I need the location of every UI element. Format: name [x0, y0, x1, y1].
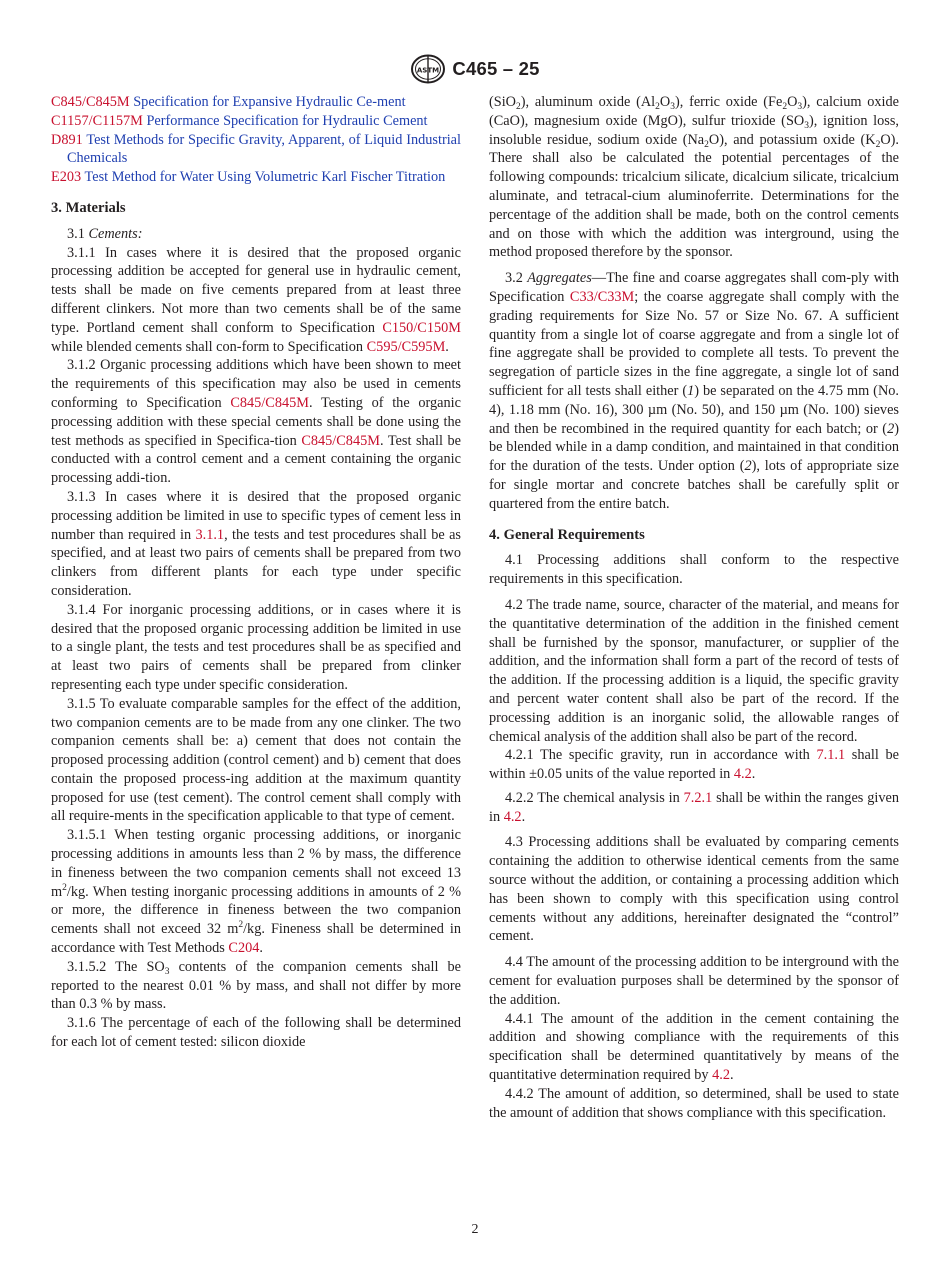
- spec-link[interactable]: C845/C845M: [301, 432, 380, 449]
- paragraph-3-1-3: 3.1.3 In cases where it is desired that the proposed organic processing addition be limited in use to specific types of cement less in number than required in 3.1.1, the tests and test procedures shall be as specified, and at least two pairs of cements shall be prepared from two clinkers from different plants for each type under specific consideration.: [51, 488, 461, 599]
- paragraph-3-1-6: 3.1.6 The percentage of each of the following shall be determined for each lot of cement tested: silicon dioxide: [51, 1015, 461, 1051]
- reference-item: [51, 112, 461, 131]
- document-designation: C465 – 25: [452, 58, 540, 79]
- paragraph-3-1-2: 3.1.2 Organic processing additions which have been shown to meet the requirements of this specification may also be used in cements conforming to Specification C845/C845M. Testing of the organic processing addition with these special cements shall be done using the test methods as specified in Specifica-tion C845/C845M. Test shall be conducted with a control cement and a cement containing the organic processing addi-tion.: [51, 357, 461, 487]
- svg-text:ASTM: ASTM: [417, 66, 440, 75]
- section-link[interactable]: 3.1.1: [195, 526, 225, 543]
- paragraph-4-2: 4.2 The trade name, source, character of the material, and means for the quantitative determination of the addition in the finished cement shall be furnished by the sponsor, manufacturer, or supplier of the addition, and the information shall form a part of the record of tests of the addition. If the processing addition is a liquid, the specific gravity and percent water content shall also be part of the record. If the processing addition is an inorganic solid, the allowable ranges of chemical analysis of the addition shall also be part of the record.: [489, 596, 899, 745]
- reference-code-link[interactable]: C845/C845M: [51, 94, 130, 110]
- reference-item: [51, 168, 461, 187]
- paragraph-3-1: 3.1 Cements:: [67, 225, 143, 242]
- section-link[interactable]: 7.2.1: [683, 789, 713, 806]
- astm-logo-icon: [410, 54, 446, 84]
- reference-title-link[interactable]: Test Methods for Specific Gravity, Apparent, of Liquid Industrial Chemicals: [67, 131, 461, 167]
- paragraph-4-1: 4.1 Processing additions shall conform to the respective requirements in this specification.: [489, 552, 899, 588]
- paragraph-4-2-2: 4.2.2 The chemical analysis in 7.2.1 shall be within the ranges given in 4.2.: [489, 789, 899, 825]
- page-number: 2: [471, 1222, 479, 1237]
- reference-item: [51, 131, 461, 169]
- section-heading-general-requirements: 4. General Requirements: [489, 526, 645, 543]
- section-heading-materials: 3. Materials: [51, 199, 126, 216]
- page-header: [0, 54, 950, 84]
- paragraph-3-1-1: 3.1.1 In cases where it is desired that the proposed organic processing addition be accepted for general use in hydraulic cement, tests shall be made on five cements prepared from at least three different clinkers. Not more than two cements shall be of the same type. Portland cement shall conform to Specification C150/C150M while blended cements shall con-form to Specification C595/C595M.: [51, 244, 461, 355]
- spec-link[interactable]: C150/C150M: [382, 319, 461, 336]
- reference-code-link[interactable]: E203: [51, 169, 82, 186]
- reference-item: [51, 93, 461, 112]
- section-link[interactable]: 4.2: [503, 808, 522, 825]
- paragraph-4-4: 4.4 The amount of the processing addition to be interground with the cement for evaluation purposes shall be determined by the sponsor of the addition.: [489, 954, 899, 1008]
- paragraph-4-4-2: 4.4.2 The amount of addition, so determined, shall be used to state the amount of addition that shows compliance with this specification.: [489, 1085, 899, 1121]
- right-column: [489, 93, 899, 1122]
- paragraph-3-1-5-1: 3.1.5.1 When testing organic processing additions, or inorganic processing additions in amounts less than 2 % by mass, the difference in fineness between the two companion cements shall not exceed 13 $m^2/kg$. When testing inorganic processing additions in amounts of 2 % or more, the difference in fineness between the two companion cements shall not exceed 32 $m^2/kg$. Fineness shall be determined in accordance with Test Methods C204.: [51, 827, 461, 957]
- reference-title-link[interactable]: Test Method for Water Using Volumetric Karl Fischer Titration: [84, 169, 446, 186]
- reference-code-link[interactable]: D891: [51, 131, 83, 148]
- paragraph-4-2-1: 4.2.1 The specific gravity, run in accordance with 7.1.1 shall be within ±0.05 units of the value reported in 4.2.: [489, 747, 899, 783]
- left-column: [51, 93, 461, 1052]
- paragraph-4-4-1: 4.4.1 The amount of the addition in the cement containing the addition and showing compliance with the requirements of this specification shall be determined quantitatively by means of the quantitative determination required by 4.2.: [489, 1010, 899, 1084]
- reference-title-link[interactable]: Specification for Expansive Hydraulic Ce-ment: [133, 94, 406, 110]
- paragraph-4-3: 4.3 Processing additions shall be evaluated by comparing cements containing the addition to otherwise identical cements from the same source without the addition, or containing a processing addition which has been shown to comply with this specification using control cements without any additions, hereinafter designated the “control” cement.: [489, 834, 899, 945]
- paragraph-3-1-6-continued: (SiO$_2$), aluminum oxide $(Al_2O_3)$, ferric oxide $(Fe_2O_3)$, calcium oxide (CaO), magnesium oxide (MgO), sulfur trioxide $(SO_3)$, ignition loss, insoluble residue, sodium oxide $(Na_2O)$, and potassium oxide $(K_2O)$. There shall also be calculated the potential percentages of the following compounds: tricalcium silicate, dicalcium silicate, tricalcium aluminate, and tetracal-cium aluminoferrite. Determinations for the percentage of the addition shall be made, both on the control cements and on those with which the addition was interground, using the method proposed therefore by the sponsor.: [489, 94, 900, 261]
- spec-link[interactable]: C33/C33M: [569, 288, 635, 305]
- paragraph-3-1-5: 3.1.5 To evaluate comparable samples for the effect of the addition, two companion cements are to be made from any one clinker. The two companion cements shall be: a) cement that does not contain the proposed processing addition (control cement) and b) cement that does contain the proposed process-ing addition at the maximum quantity proposed for use (test cement). The control cement shall comply with all require-ments in the specification applicable to that type of cement.: [51, 695, 461, 825]
- reference-title-link[interactable]: Performance Specification for Hydraulic Cement: [146, 112, 428, 129]
- paragraph-3-2: 3.2 Aggregates—The fine and coarse aggregates shall com-ply with Specification C33/C33M; the coarse aggregate shall comply with the grading requirements for Size No. 57 or Size No. 67. A sufficient quantity from a single lot of coarse aggregate and from a single lot of fine aggregate shall be provided to complete all tests. To prevent the segregation of particle sizes in the fine aggregate, a single lot of sand sufficient for all tests shall either (1) be separated on the 4.75 mm (No. 4), 1.18 mm (No. 16), 300 µm (No. 50), and 150 µm (No. 100) sieves and then be recombined in the required quantity for each batch; or (2) be blended while in a damp condition, and maintained in that condition for the duration of the tests. Under option (2), lots of appropriate size for single mortar and concrete batches shall be carefully split or quartered from the entire batch.: [489, 270, 899, 512]
- section-link[interactable]: 7.1.1: [816, 747, 846, 764]
- spec-link[interactable]: C595/C595M: [366, 338, 446, 355]
- spec-link[interactable]: C204: [228, 940, 260, 957]
- spec-link[interactable]: C845/C845M: [230, 394, 309, 411]
- section-link[interactable]: 4.2: [733, 766, 752, 783]
- reference-code-link[interactable]: C1157/C1157M: [51, 112, 143, 129]
- paragraph-3-1-4: 3.1.4 For inorganic processing additions, or in cases where it is desired that the proposed organic processing addition be limited in use to a single plant, the tests and test procedures shall be as specified and at least two pairs of cements shall be prepared from clinker representing each type under specific consideration.: [51, 601, 461, 693]
- paragraph-3-1-5-2: 3.1.5.2 The $SO_3$ contents of the companion cements shall be reported to the nearest 0.01 % by mass, and shall not differ by more than 0.3 % by mass.: [51, 958, 462, 1013]
- section-link[interactable]: 4.2: [712, 1067, 730, 1084]
